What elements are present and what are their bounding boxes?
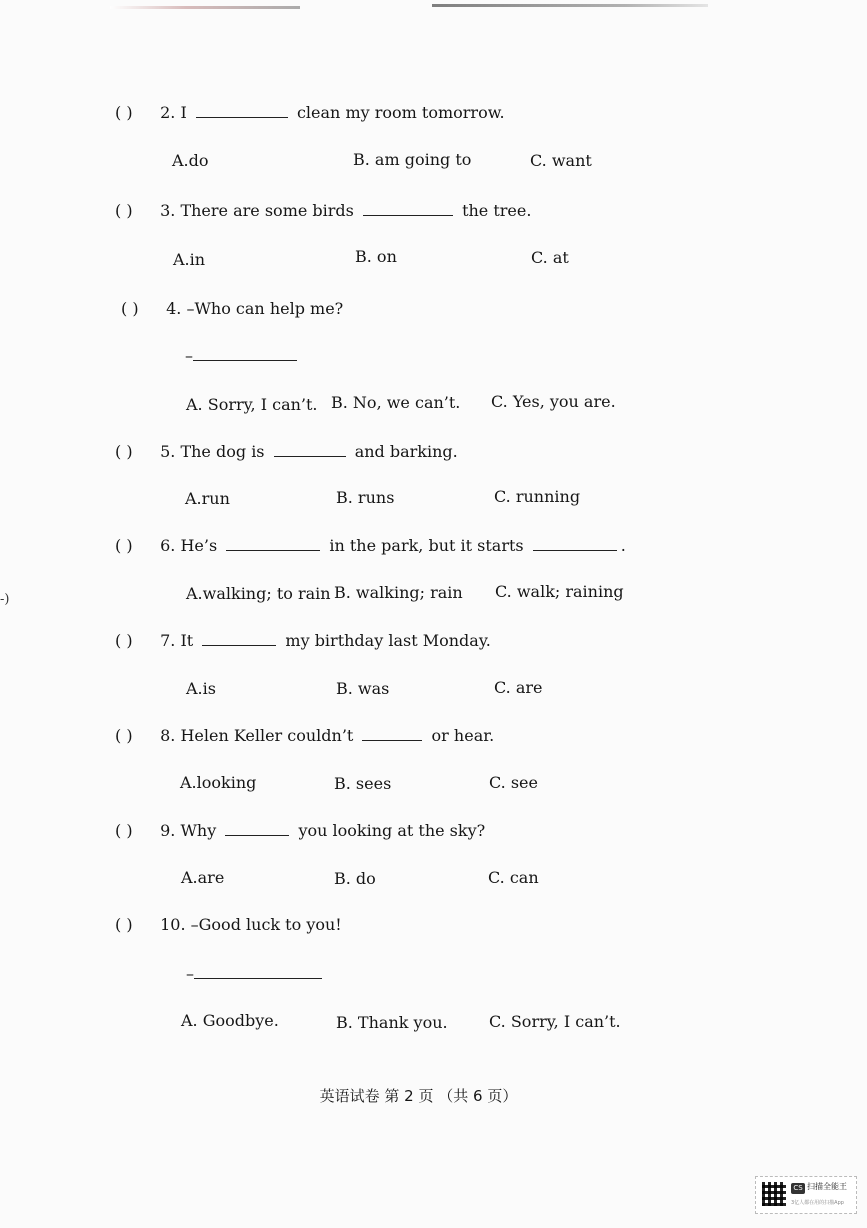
question-text: –Good luck to you! [190,915,342,934]
question-10 [115,915,342,934]
option-a: A. Goodbye. [181,1011,279,1030]
answer-parentheses[interactable]: ( ) [115,201,133,220]
question-3 [115,201,531,220]
answer-blank[interactable] [363,201,453,216]
question-6 [115,536,626,555]
option-a: A.run [185,489,230,508]
reply-line [186,964,326,983]
question-number: 5. [160,442,176,461]
option-a: A. Sorry, I can’t. [186,395,318,414]
question-7 [115,631,491,650]
edge-mark: -) [0,592,10,607]
answer-blank[interactable] [193,346,297,361]
question-number: 8. [160,726,176,745]
option-b: B. runs [336,488,395,507]
question-text: the tree. [462,201,532,220]
question-text: and barking. [354,442,458,461]
option-b: B. am going to [353,150,472,169]
option-a: A.in [173,250,206,269]
answer-blank[interactable] [194,964,322,979]
footer-text: 英语试卷 第 2 页 （共 6 页） [319,1087,518,1105]
reply-dash: – [186,964,194,983]
question-8 [115,726,494,745]
answer-parentheses[interactable]: ( ) [115,103,133,122]
question-number: 3. [160,201,176,220]
option-c: C. see [489,773,538,792]
scan-edge-line [110,6,300,9]
question-text: or hear. [431,726,495,745]
option-b: B. sees [334,774,392,793]
option-c: C. want [530,151,592,170]
question-text: . [620,536,626,555]
question-text: The dog is [180,442,265,461]
reply-dash: – [185,346,193,365]
question-number: 4. [166,299,182,318]
option-a: A.is [186,679,216,698]
answer-parentheses[interactable]: ( ) [115,536,133,555]
question-number: 9. [160,821,176,840]
option-b: B. do [334,869,376,888]
question-9 [115,821,485,840]
answer-blank[interactable] [225,821,289,836]
answer-blank[interactable] [226,536,320,551]
question-4 [121,299,343,318]
question-text: clean my room tomorrow. [296,103,505,122]
question-text: in the park, but it starts [329,536,524,555]
question-5 [115,442,458,461]
app-logo-icon: CS [791,1183,805,1194]
answer-blank[interactable] [362,726,422,741]
option-a: A.do [172,151,209,170]
question-text: my birthday last Monday. [285,631,491,650]
answer-parentheses[interactable]: ( ) [115,726,133,745]
option-b: B. No, we can’t. [331,393,461,412]
question-text: There are some birds [180,201,354,220]
question-2 [115,103,505,122]
answer-parentheses[interactable]: ( ) [115,631,133,650]
answer-parentheses[interactable]: ( ) [115,915,133,934]
question-number: 6. [160,536,176,555]
option-b: B. walking; rain [334,583,463,602]
question-text: He’s [180,536,218,555]
question-text: you looking at the sky? [298,821,486,840]
option-c: C. Yes, you are. [491,392,616,411]
qr-code-icon [762,1182,786,1206]
question-number: 10. [160,915,186,934]
option-c: C. at [531,248,569,267]
option-c: C. running [494,487,581,506]
option-c: C. can [488,868,539,887]
question-number: 2. [160,103,176,122]
option-b: B. was [336,679,390,698]
answer-parentheses[interactable]: ( ) [115,821,133,840]
option-b: B. on [355,247,397,266]
answer-blank[interactable] [196,103,288,118]
reply-line [185,346,301,365]
question-text: Helen Keller couldn’t [180,726,354,745]
question-text: It [180,631,194,650]
answer-blank[interactable] [202,631,276,646]
option-a: A.looking [180,773,257,792]
answer-blank[interactable] [533,536,617,551]
option-c: C. are [494,678,543,697]
question-text: Why [180,821,217,840]
app-tagline: 3亿人都在用的扫描App [791,1200,844,1206]
option-c: C. walk; raining [495,582,624,601]
question-number: 7. [160,631,176,650]
answer-parentheses[interactable]: ( ) [121,299,139,318]
question-text: I [180,103,187,122]
page-footer [0,1085,867,1106]
answer-blank[interactable] [274,442,346,457]
option-a: A.are [181,868,225,887]
option-a: A.walking; to rain [186,584,331,603]
scanner-watermark [755,1176,857,1214]
question-text: –Who can help me? [186,299,344,318]
app-name: 扫描全能王 [807,1182,847,1191]
option-c: C. Sorry, I can’t. [489,1012,621,1031]
answer-parentheses[interactable]: ( ) [115,442,133,461]
scan-edge-line [432,4,708,7]
option-b: B. Thank you. [336,1013,448,1032]
